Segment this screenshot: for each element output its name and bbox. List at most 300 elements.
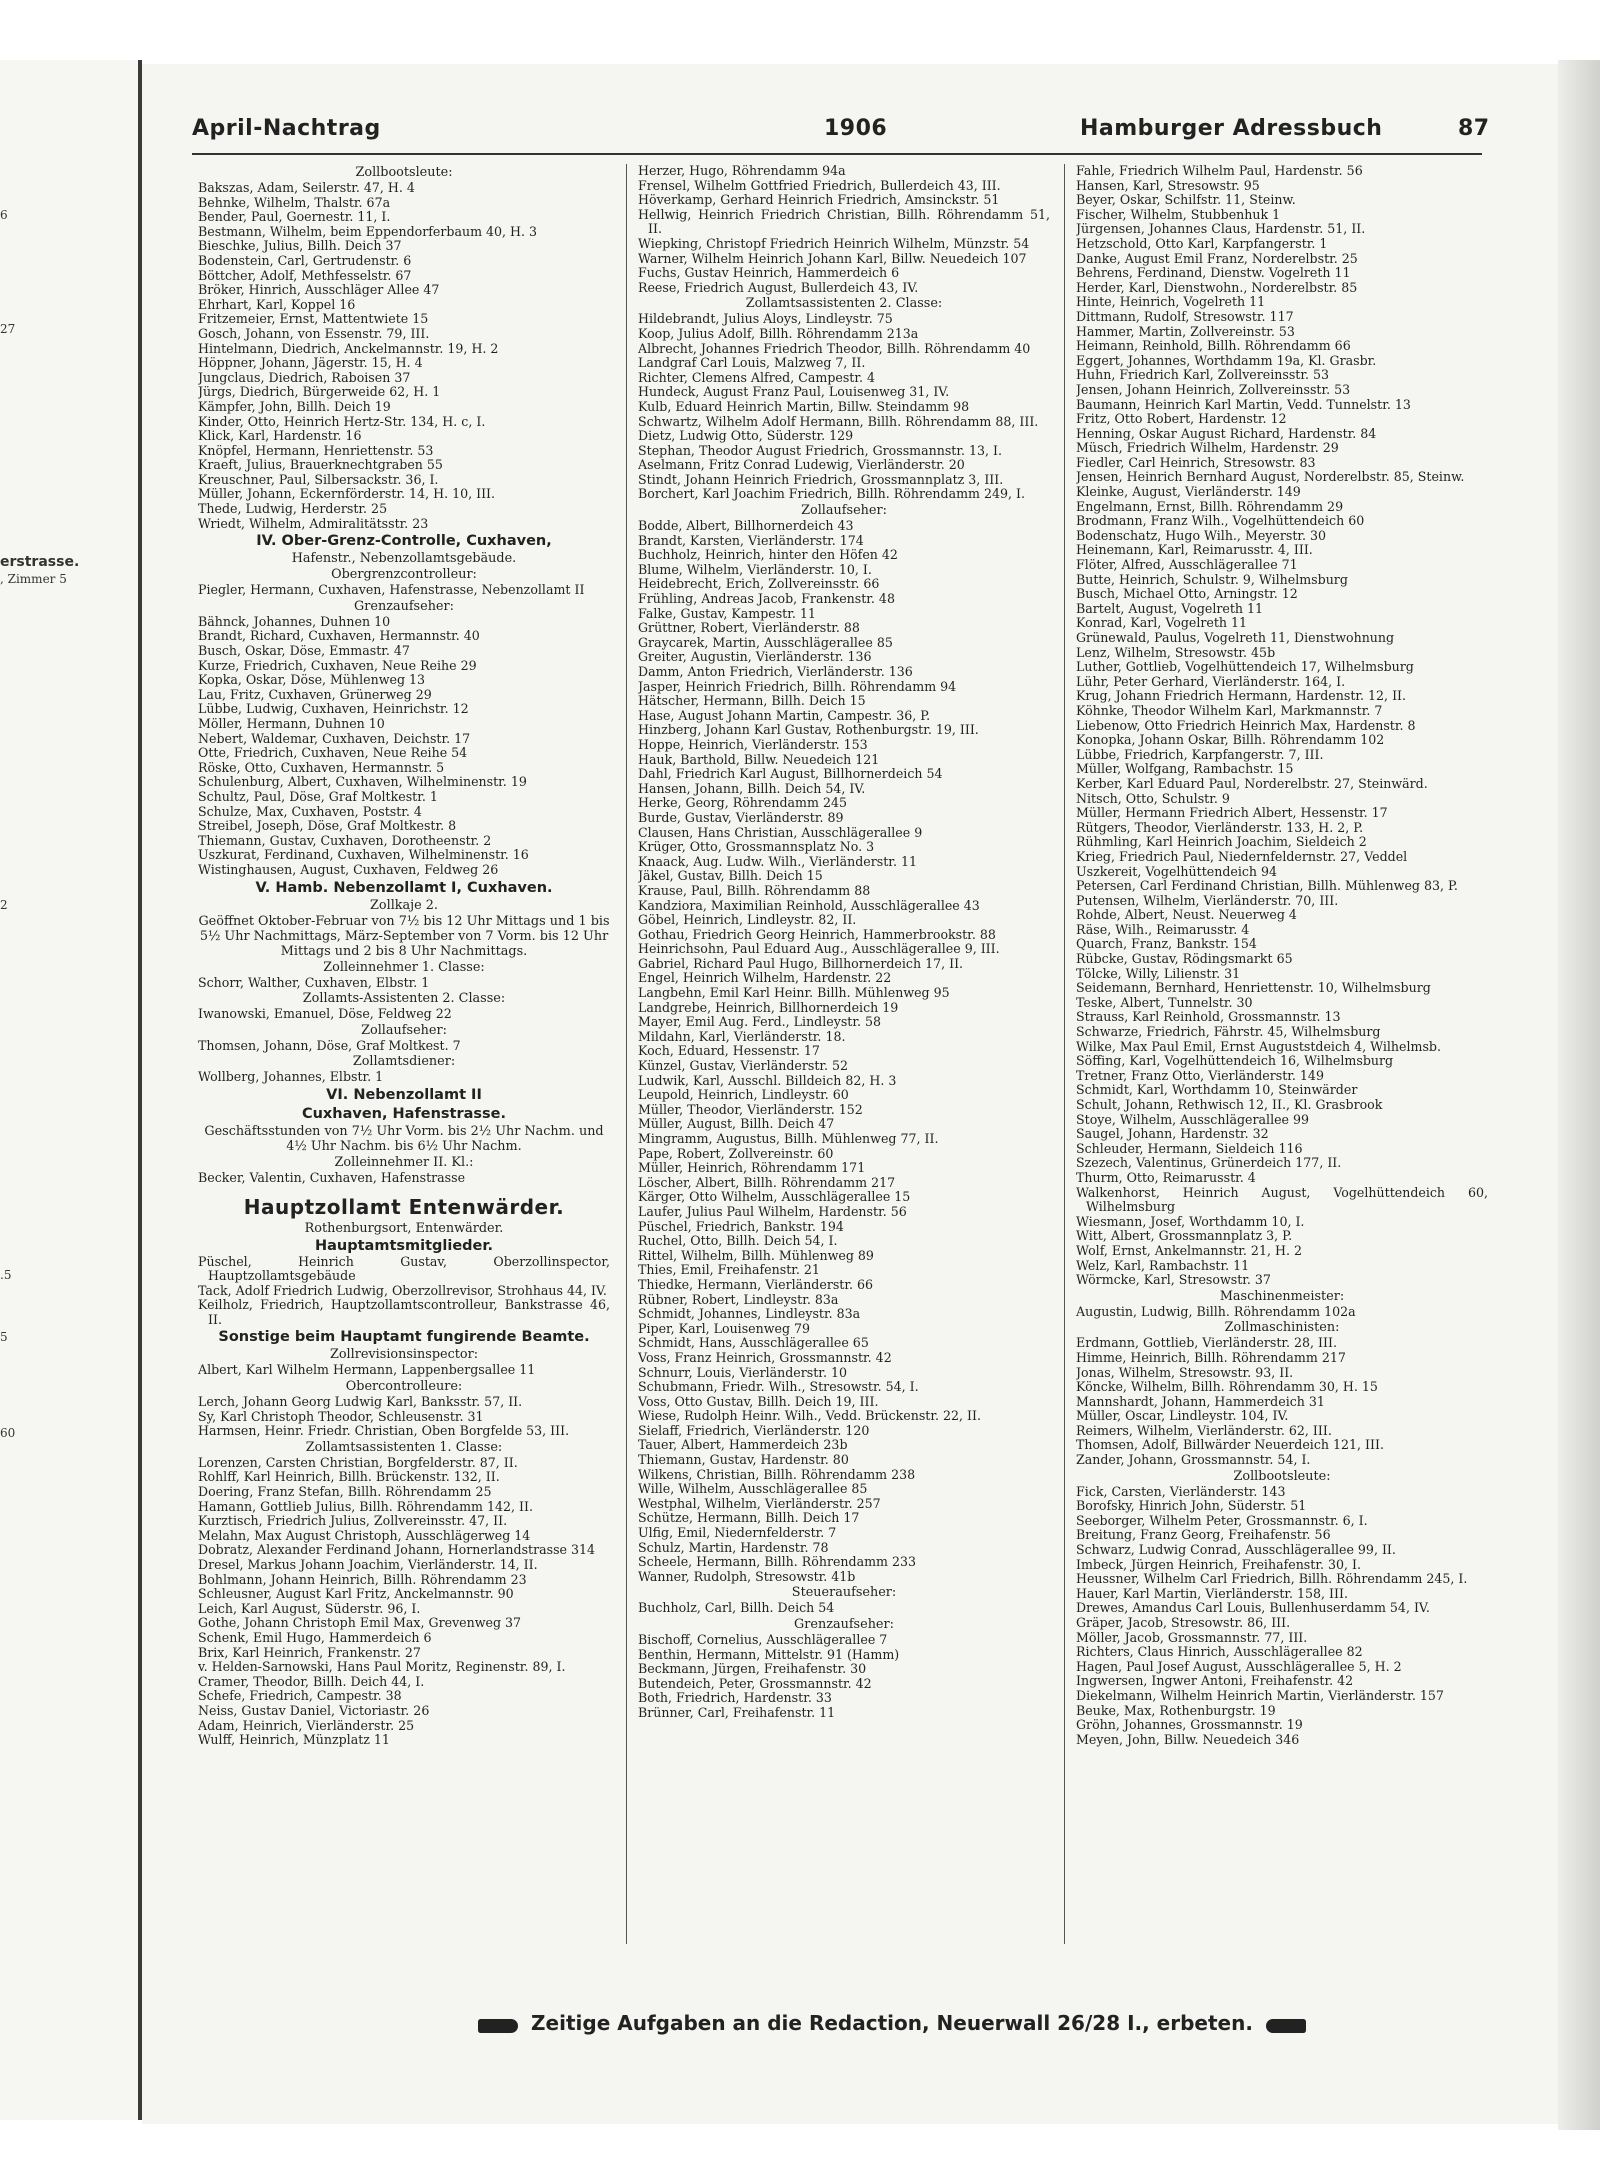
directory-entry: Lübbe, Ludwig, Cuxhaven, Heinrichstr. 12 bbox=[198, 701, 469, 717]
directory-entry: Erdmann, Gottlieb, Vierländerstr. 28, III. bbox=[1076, 1335, 1337, 1351]
directory-entry: Kurze, Friedrich, Cuxhaven, Neue Reihe 29 bbox=[198, 657, 477, 673]
directory-entry: Dobratz, Alexander Ferdinand Johann, Hornerlandstrasse 314 bbox=[198, 1542, 596, 1558]
directory-entry: Buchholz, Carl, Billh. Deich 54 bbox=[638, 1600, 835, 1616]
directory-entry: Löscher, Albert, Billh. Röhrendamm 217 bbox=[638, 1174, 896, 1190]
directory-entry: Schmidt, Johannes, Lindleystr. 83a bbox=[638, 1306, 861, 1322]
section-heading: Cuxhaven, Hafenstrasse. bbox=[301, 1105, 507, 1122]
directory-entry: Möller, Hermann, Duhnen 10 bbox=[198, 716, 385, 731]
directory-entry: Bodenstein, Carl, Gertrudenstr. 6 bbox=[198, 252, 412, 268]
directory-entry: Wolf, Ernst, Ankelmannstr. 21, H. 2 bbox=[1076, 1242, 1302, 1258]
directory-entry: Behnke, Wilhelm, Thalstr. 67a bbox=[198, 194, 391, 210]
directory-entry: Putensen, Wilhelm, Vierländerstr. 70, III. bbox=[1076, 892, 1339, 908]
directory-entry: Meyen, John, Billw. Neuedeich 346 bbox=[1076, 1731, 1300, 1747]
directory-entry: Koch, Eduard, Hessenstr. 17 bbox=[638, 1043, 820, 1059]
directory-entry: Tauer, Albert, Hammerdeich 23b bbox=[638, 1437, 848, 1453]
directory-entry: Beckmann, Jürgen, Freihafenstr. 30 bbox=[638, 1661, 867, 1677]
subsection-heading: Zollrevisionsinspector: bbox=[329, 1347, 479, 1363]
directory-entry: Göbel, Heinrich, Lindleystr. 82, II. bbox=[638, 912, 857, 928]
directory-entry: Voss, Franz Heinrich, Grossmannstr. 42 bbox=[638, 1349, 892, 1365]
pointing-hand-icon bbox=[1266, 2019, 1306, 2033]
directory-entry: Lübbe, Friedrich, Karpfangerstr. 7, III. bbox=[1076, 746, 1324, 762]
subsection-heading: Zollbootsleute: bbox=[355, 165, 453, 180]
directory-entry: Wörmcke, Karl, Stresowstr. 37 bbox=[1076, 1272, 1271, 1288]
directory-entry: Heimann, Reinhold, Billh. Röhrendamm 66 bbox=[1076, 338, 1351, 354]
directory-entry: Cramer, Theodor, Billh. Deich 44, I. bbox=[198, 1673, 425, 1689]
directory-entry: Bestmann, Wilhelm, beim Eppendorferbaum 40, H. 3 bbox=[198, 223, 538, 239]
directory-entry: Bakszas, Adam, Seilerstr. 47, H. 4 bbox=[198, 180, 415, 195]
directory-entry: Höppner, Johann, Jägerstr. 15, H. 4 bbox=[198, 355, 423, 371]
directory-entry: Westphal, Wilhelm, Vierländerstr. 257 bbox=[638, 1495, 881, 1511]
directory-entry: Kämpfer, John, Billh. Deich 19 bbox=[198, 398, 391, 414]
directory-entry: Engel, Heinrich Wilhelm, Hardenstr. 22 bbox=[638, 970, 892, 986]
directory-entry: Luther, Gottlieb, Vogelhüttendeich 17, Wilhelmsburg bbox=[1076, 659, 1414, 675]
directory-entry: Bähnck, Johannes, Duhnen 10 bbox=[198, 613, 391, 629]
directory-entry: Hellwig, Heinrich Friedrich Christian, Billh. Röhrendamm 51, II. bbox=[638, 206, 1050, 237]
directory-entry: Schulenburg, Albert, Cuxhaven, Wilhelminenstr. 19 bbox=[198, 774, 527, 790]
pointing-hand-icon bbox=[478, 2019, 518, 2033]
directory-entry: Strauss, Karl Reinhold, Grossmannstr. 13 bbox=[1076, 1009, 1341, 1025]
directory-entry: Henning, Oskar August Richard, Hardenstr. 84 bbox=[1076, 425, 1377, 441]
subsection-heading: Obercontrolleure: bbox=[345, 1379, 463, 1395]
directory-entry: Krieg, Friedrich Paul, Niedernfeldernstr. 27, Veddel bbox=[1076, 848, 1408, 864]
directory-entry: Graycarek, Martin, Ausschlägerallee 85 bbox=[638, 634, 893, 650]
subsection-heading: Zolleinnehmer II. Kl.: bbox=[334, 1154, 474, 1170]
directory-entry: Stoye, Wilhelm, Ausschlägerallee 99 bbox=[1076, 1111, 1310, 1127]
directory-entry: Ludwik, Karl, Ausschl. Billdeich 82, H. 3 bbox=[638, 1072, 897, 1088]
directory-entry: Hansen, Johann, Billh. Deich 54, IV. bbox=[638, 780, 866, 796]
subsection-heading: Steueraufseher: bbox=[791, 1585, 897, 1601]
directory-entry: Jasper, Heinrich Friedrich, Billh. Röhrendamm 94 bbox=[638, 678, 957, 694]
directory-entry: Benthin, Hermann, Mittelstr. 91 (Hamm) bbox=[638, 1646, 900, 1662]
directory-entry: Müller, Heinrich, Röhrendamm 171 bbox=[638, 1160, 866, 1176]
directory-entry: Kopka, Oskar, Döse, Mühlenweg 13 bbox=[198, 672, 426, 688]
subsection-heading: Zollamtsassistenten 2. Classe: bbox=[745, 296, 943, 312]
directory-entry: Hoppe, Heinrich, Vierländerstr. 153 bbox=[638, 736, 868, 752]
directory-entry: Blume, Wilhelm, Vierländerstr. 10, I. bbox=[638, 561, 872, 577]
directory-entry: Jensen, Johann Heinrich, Zollvereinsstr. 53 bbox=[1076, 381, 1351, 397]
directory-entry: Knaack, Aug. Ludw. Wilh., Vierländerstr. 11 bbox=[638, 853, 917, 869]
directory-entry: Jensen, Heinrich Bernhard August, Norderelbstr. 85, Steinw. bbox=[1076, 469, 1465, 485]
directory-entry: Rittel, Wilhelm, Billh. Mühlenweg 89 bbox=[638, 1247, 874, 1263]
directory-entry: Brandt, Karsten, Vierländerstr. 174 bbox=[638, 532, 864, 548]
directory-entry: Busch, Oskar, Döse, Emmastr. 47 bbox=[198, 643, 410, 659]
directory-entry: Kreuschner, Paul, Silbersackstr. 36, I. bbox=[198, 471, 439, 487]
strip-number: 60 bbox=[0, 1426, 16, 1440]
directory-entry: Piegler, Hermann, Cuxhaven, Hafenstrasse, Nebenzollamt II bbox=[198, 582, 585, 598]
directory-entry: Thiedke, Hermann, Vierländerstr. 66 bbox=[638, 1276, 874, 1292]
header-year: 1906 bbox=[824, 116, 888, 141]
directory-entry: Ulfig, Emil, Niedernfelderstr. 7 bbox=[638, 1525, 837, 1541]
strip-number: 6 bbox=[0, 208, 8, 222]
subsection-heading: Zollamtsdiener: bbox=[352, 1054, 456, 1070]
directory-entry: Mildahn, Karl, Vierländerstr. 18. bbox=[638, 1028, 846, 1044]
directory-entry: Bodde, Albert, Billhornerdeich 43 bbox=[638, 518, 854, 534]
section-heading: V. Hamb. Nebenzollamt I, Cuxhaven. bbox=[255, 879, 553, 896]
directory-entry: Wiepking, Christopf Friedrich Heinrich Wilhelm, Münzstr. 54 bbox=[638, 235, 1030, 251]
directory-entry: Jäkel, Gustav, Billh. Deich 15 bbox=[638, 868, 823, 884]
directory-entry: Heidebrecht, Erich, Zollvereinsstr. 66 bbox=[638, 576, 880, 592]
directory-entry: Schütze, Hermann, Billh. Deich 17 bbox=[638, 1510, 860, 1526]
directory-entry: Tretner, Franz Otto, Vierländerstr. 149 bbox=[1076, 1067, 1324, 1083]
directory-entry: Sielaff, Friedrich, Vierländerstr. 120 bbox=[638, 1422, 870, 1438]
directory-entry: Albert, Karl Wilhelm Hermann, Lappenbergsallee 11 bbox=[198, 1362, 536, 1378]
directory-entry: Bischoff, Cornelius, Ausschlägerallee 7 bbox=[638, 1632, 888, 1647]
directory-entry: Falke, Gustav, Kampestr. 11 bbox=[638, 605, 816, 621]
directory-entry: Baumann, Heinrich Karl Martin, Vedd. Tunnelstr. 13 bbox=[1076, 396, 1411, 412]
directory-entry: Hildebrandt, Julius Aloys, Lindleystr. 75 bbox=[638, 311, 893, 327]
directory-entry: Keilholz, Friedrich, Hauptzollamtscontrolleur, Bankstrasse 46, II. bbox=[198, 1297, 610, 1327]
directory-entry: Kerber, Karl Eduard Paul, Norderelbstr. 27, Steinwärd. bbox=[1076, 775, 1428, 791]
directory-entry: Fritzemeier, Ernst, Mattentwiete 15 bbox=[198, 311, 429, 327]
directory-entry: Butendeich, Peter, Grossmannstr. 42 bbox=[638, 1675, 872, 1691]
directory-entry: Schwarze, Friedrich, Fährstr. 45, Wilhelmsburg bbox=[1076, 1024, 1381, 1040]
directory-entry: Seidemann, Bernhard, Henriettenstr. 10, Wilhelmsburg bbox=[1076, 980, 1431, 996]
directory-entry: Richter, Clemens Alfred, Campestr. 4 bbox=[638, 369, 876, 385]
directory-entry: Kurztisch, Friedrich Julius, Zollvereinsstr. 47, II. bbox=[198, 1513, 508, 1529]
directory-entry: Lerch, Johann Georg Ludwig Karl, Banksstr. 57, II. bbox=[198, 1394, 523, 1410]
directory-entry: Beuke, Max, Rothenburgstr. 19 bbox=[1076, 1702, 1276, 1718]
directory-entry: Kleinke, August, Vierländerstr. 149 bbox=[1076, 484, 1301, 500]
directory-entry: Dittmann, Rudolf, Stresowstr. 117 bbox=[1076, 308, 1294, 324]
directory-entry: Szezech, Valentinus, Grünerdeich 177, II. bbox=[1076, 1155, 1342, 1171]
directory-entry: Landgraf Carl Louis, Malzweg 7, II. bbox=[638, 355, 866, 371]
column-divider bbox=[626, 164, 627, 1944]
subsection-heading: Grenzaufseher: bbox=[794, 1617, 894, 1632]
directory-entry: Otte, Friedrich, Cuxhaven, Neue Reihe 54 bbox=[198, 745, 468, 761]
directory-entry: Wiese, Rudolph Heinr. Wilh., Vedd. Brückenstr. 22, II. bbox=[638, 1408, 981, 1424]
directory-entry: Dietz, Ludwig Otto, Süderstr. 129 bbox=[638, 428, 854, 444]
directory-entry: Konopka, Johann Oskar, Billh. Röhrendamm 102 bbox=[1076, 732, 1385, 748]
directory-entry: Höverkamp, Gerhard Heinrich Friedrich, Amsinckstr. 51 bbox=[638, 192, 1000, 208]
strip-number: 27 bbox=[0, 322, 16, 336]
directory-entry: v. Helden-Sarnowski, Hans Paul Moritz, Reginenstr. 89, I. bbox=[198, 1659, 566, 1675]
directory-entry: Koop, Julius Adolf, Billh. Röhrendamm 213a bbox=[638, 325, 919, 341]
directory-entry: Greiter, Augustin, Vierländerstr. 136 bbox=[638, 649, 872, 665]
directory-entry: Ruchel, Otto, Billh. Deich 54, I. bbox=[638, 1233, 838, 1249]
directory-entry: Fick, Carsten, Vierländerstr. 143 bbox=[1076, 1483, 1286, 1499]
strip-number: 2 bbox=[0, 898, 8, 912]
subsection-heading: Zollmaschinisten: bbox=[1224, 1320, 1340, 1336]
directory-entry: Tölcke, Willy, Lilienstr. 31 bbox=[1076, 965, 1241, 981]
directory-entry: Köncke, Wilhelm, Billh. Röhrendamm 30, H. 15 bbox=[1076, 1379, 1378, 1395]
directory-entry: Brandt, Richard, Cuxhaven, Hermannstr. 40 bbox=[198, 628, 480, 644]
column-1 bbox=[198, 164, 610, 1984]
directory-entry: Herzer, Hugo, Röhrendamm 94a bbox=[638, 164, 846, 178]
directory-entry: Witt, Albert, Grossmannplatz 3, P. bbox=[1076, 1228, 1293, 1244]
directory-entry: Thomsen, Johann, Döse, Graf Moltkest. 7 bbox=[198, 1037, 461, 1053]
directory-entry: Flöter, Alfred, Ausschlägerallee 71 bbox=[1076, 557, 1298, 573]
directory-entry: Müller, Johann, Eckernförderstr. 14, H. 10, III. bbox=[198, 486, 496, 502]
directory-entry: Uszkereit, Vogelhüttendeich 94 bbox=[1076, 863, 1278, 879]
strip-text-2: , Zimmer 5 bbox=[0, 572, 67, 586]
directory-entry: Uszkurat, Ferdinand, Cuxhaven, Wilhelminenstr. 16 bbox=[198, 847, 529, 863]
directory-entry: Lau, Fritz, Cuxhaven, Grünerweg 29 bbox=[198, 686, 432, 702]
directory-entry: Wanner, Rudolph, Stresowstr. 41b bbox=[638, 1568, 856, 1584]
directory-entry: Rohde, Albert, Neust. Neuerweg 4 bbox=[1076, 907, 1297, 923]
directory-entry: Fuchs, Gustav Heinrich, Hammerdeich 6 bbox=[638, 265, 900, 281]
directory-entry: Drewes, Amandus Carl Louis, Bullenhuserdamm 54, IV. bbox=[1076, 1600, 1430, 1616]
directory-entry: Wistinghausen, August, Cuxhaven, Feldweg 26 bbox=[198, 861, 499, 877]
page-footer bbox=[392, 2011, 1392, 2041]
directory-entry: Hinzberg, Johann Karl Gustav, Rothenburgstr. 19, III. bbox=[638, 722, 979, 738]
directory-entry: Müsch, Friedrich Wilhelm, Hardenstr. 29 bbox=[1076, 440, 1339, 456]
directory-entry: Dresel, Markus Johann Joachim, Vierländerstr. 14, II. bbox=[198, 1557, 538, 1572]
directory-entry: Gothau, Friedrich Georg Heinrich, Hammerbrookstr. 88 bbox=[638, 926, 996, 942]
directory-entry: Thomsen, Adolf, Billwärder Neuerdeich 121, III. bbox=[1076, 1437, 1384, 1453]
directory-entry: Herke, Georg, Röhrendamm 245 bbox=[638, 795, 847, 811]
directory-entry: Richters, Claus Hinrich, Ausschlägerallee 82 bbox=[1076, 1644, 1363, 1660]
directory-entry: Gosch, Johann, von Essenstr. 79, III. bbox=[198, 325, 430, 341]
directory-entry: Müller, Oscar, Lindleystr. 104, IV. bbox=[1076, 1408, 1289, 1424]
directory-entry: Püschel, Heinrich Gustav, Oberzollinspector, Hauptzollamtsgebäude bbox=[198, 1253, 610, 1284]
adjacent-page-strip bbox=[0, 60, 142, 2120]
directory-entry: Thurm, Otto, Reimarusstr. 4 bbox=[1076, 1169, 1256, 1185]
directory-entry: Hagen, Paul Josef August, Ausschlägerallee 5, H. 2 bbox=[1076, 1658, 1402, 1674]
directory-entry: Hundeck, August Franz Paul, Louisenweg 31, IV. bbox=[638, 384, 950, 400]
directory-entry: Streibel, Joseph, Döse, Graf Moltkestr. 8 bbox=[198, 818, 457, 834]
directory-entry: Hintelmann, Diedrich, Anckelmannstr. 19, H. 2 bbox=[198, 340, 499, 356]
directory-entry: Bender, Paul, Goernestr. 11, I. bbox=[198, 209, 391, 225]
directory-entry: Albrecht, Johannes Friedrich Theodor, Billh. Röhrendamm 40 bbox=[638, 340, 1031, 356]
directory-entry: Seeborger, Wilhelm Peter, Grossmannstr. 6, I. bbox=[1076, 1512, 1368, 1528]
directory-entry: Neiss, Gustav Daniel, Victoriastr. 26 bbox=[198, 1702, 430, 1718]
document-page bbox=[142, 64, 1586, 2124]
directory-entry: Heinrichsohn, Paul Eduard Aug., Ausschlägerallee 9, III. bbox=[638, 941, 1000, 957]
directory-entry: Wriedt, Wilhelm, Admiralitätsstr. 23 bbox=[198, 515, 429, 531]
directory-entry: Reese, Friedrich August, Bullerdeich 43, IV. bbox=[638, 279, 919, 295]
directory-entry: Wilkens, Christian, Billh. Röhrendamm 238 bbox=[638, 1466, 916, 1482]
directory-entry: Rütgers, Theodor, Vierländerstr. 133, H. 2, P. bbox=[1076, 819, 1364, 835]
directory-entry: Brix, Karl Heinrich, Frankenstr. 27 bbox=[198, 1644, 421, 1660]
right-margin bbox=[1558, 60, 1600, 2130]
directory-entry: Laufer, Julius Paul Wilhelm, Hardenstr. 56 bbox=[638, 1203, 907, 1219]
directory-entry: Welz, Karl, Rambachstr. 11 bbox=[1076, 1257, 1250, 1273]
directory-entry: Thiemann, Gustav, Cuxhaven, Dorotheenstr. 2 bbox=[198, 832, 492, 848]
directory-entry: Hetzschold, Otto Karl, Karpfangerstr. 1 bbox=[1076, 235, 1328, 251]
directory-entry: Butte, Heinrich, Schulstr. 9, Wilhelmsburg bbox=[1076, 571, 1348, 587]
column-3 bbox=[1076, 164, 1488, 1984]
directory-entry: Quarch, Franz, Bankstr. 154 bbox=[1076, 936, 1257, 952]
subsection-heading: Zollamtsassistenten 1. Classe: bbox=[305, 1439, 503, 1455]
section-heading: VI. Nebenzollamt II bbox=[326, 1086, 482, 1103]
directory-entry: Diekelmann, Wilhelm Heinrich Martin, Vierländerstr. 157 bbox=[1076, 1687, 1444, 1703]
directory-entry: Fischer, Wilhelm, Stubbenhuk 1 bbox=[1076, 206, 1281, 222]
directory-entry: Stindt, Johann Heinrich Friedrich, Grossmannplatz 3, III. bbox=[638, 471, 1004, 487]
directory-entry: Wilke, Max Paul Emil, Ernst Auguststdeich 4, Wilhelmsb. bbox=[1076, 1038, 1441, 1054]
directory-entry: Thies, Emil, Freihafenstr. 21 bbox=[638, 1262, 820, 1278]
directory-entry: Zander, Johann, Grossmannstr. 54, I. bbox=[1076, 1452, 1311, 1468]
directory-entry: Borchert, Karl Joachim Friedrich, Billh. Röhrendamm 249, I. bbox=[638, 486, 1026, 502]
directory-entry: Schulze, Max, Cuxhaven, Poststr. 4 bbox=[198, 803, 422, 819]
directory-entry: Rühmling, Karl Heinrich Joachim, Sieldeich 2 bbox=[1076, 834, 1367, 850]
directory-entry: Danke, August Emil Franz, Norderelbstr. 25 bbox=[1076, 250, 1358, 266]
directory-entry: Hauk, Barthold, Billw. Neuedeich 121 bbox=[638, 751, 880, 767]
strip-number: 5 bbox=[0, 1330, 8, 1344]
directory-entry: Schenk, Emil Hugo, Hammerdeich 6 bbox=[198, 1629, 432, 1645]
directory-entry: Schult, Johann, Rethwisch 12, II., Kl. Grasbrook bbox=[1076, 1097, 1383, 1112]
directory-entry: Schubmann, Friedr. Wilh., Stresowstr. 54, I. bbox=[638, 1379, 919, 1395]
directory-entry: Scheele, Hermann, Billh. Röhrendamm 233 bbox=[638, 1554, 917, 1570]
directory-entry: Both, Friedrich, Hardenstr. 33 bbox=[638, 1690, 832, 1706]
section-heading: IV. Ober-Grenz-Controlle, Cuxhaven, bbox=[256, 533, 552, 550]
directory-entry: Eggert, Johannes, Worthdamm 19a, Kl. Grasbr. bbox=[1076, 352, 1377, 368]
subsection-heading: Zollaufseher: bbox=[361, 1022, 447, 1038]
directory-entry: Wulff, Heinrich, Münzplatz 11 bbox=[198, 1732, 390, 1748]
directory-entry: Aselmann, Fritz Conrad Ludewig, Vierländerstr. 20 bbox=[638, 457, 965, 473]
directory-entry: Tack, Adolf Friedrich Ludwig, Oberzollrevisor, Strohhaus 44, IV. bbox=[198, 1282, 607, 1298]
directory-entry: Brodmann, Franz Wilh., Vogelhüttendeich 60 bbox=[1076, 513, 1365, 529]
directory-entry: Fiedler, Carl Heinrich, Stresowstr. 83 bbox=[1076, 454, 1316, 470]
directory-entry: Saugel, Johann, Hardenstr. 32 bbox=[1076, 1126, 1269, 1142]
directory-entry: Konrad, Karl, Vogelreth 11 bbox=[1076, 615, 1248, 631]
directory-entry: Rohlff, Karl Heinrich, Billh. Brückenstr. 132, II. bbox=[198, 1469, 500, 1485]
footer-notice: Zeitige Aufgaben an die Redaction, Neuerwall 26/28 I., erbeten. bbox=[531, 2011, 1253, 2035]
directory-entry: Püschel, Friedrich, Bankstr. 194 bbox=[638, 1218, 844, 1234]
directory-entry: Söffing, Karl, Vogelhüttendeich 16, Wilhelmsburg bbox=[1076, 1053, 1394, 1069]
directory-entry: Stephan, Theodor August Friedrich, Grossmannstr. 13, I. bbox=[638, 442, 1003, 458]
header-rule bbox=[192, 153, 1482, 155]
directory-entry: Müller, Wolfgang, Rambachstr. 15 bbox=[1076, 761, 1294, 777]
directory-entry: Doering, Franz Stefan, Billh. Röhrendamm 25 bbox=[198, 1484, 492, 1500]
section-heading: Hauptamtsmitglieder. bbox=[315, 1237, 493, 1254]
subsection-heading: Hafenstr., Nebenzollamtsgebäude. bbox=[291, 551, 517, 567]
subsection-heading: Zollaufseher: bbox=[801, 503, 887, 519]
directory-entry: Pape, Robert, Zollvereinstr. 60 bbox=[638, 1145, 834, 1161]
directory-entry: Schulz, Martin, Hardenstr. 78 bbox=[638, 1539, 829, 1555]
directory-entry: Teske, Albert, Tunnelstr. 30 bbox=[1076, 994, 1253, 1010]
directory-entry: Lenz, Wilhelm, Stresowstr. 45b bbox=[1076, 644, 1276, 660]
directory-entry: Breitung, Franz Georg, Freihafenstr. 56 bbox=[1076, 1527, 1331, 1543]
directory-entry: Hätscher, Hermann, Billh. Deich 15 bbox=[638, 693, 866, 709]
directory-entry: Buchholz, Heinrich, hinter den Höfen 42 bbox=[638, 547, 898, 563]
directory-entry: Hase, August Johann Martin, Campestr. 36, P. bbox=[638, 707, 931, 723]
directory-entry: Schmidt, Karl, Worthdamm 10, Steinwärder bbox=[1076, 1082, 1358, 1098]
directory-entry: Sy, Karl Christoph Theodor, Schleusenstr. 31 bbox=[198, 1408, 484, 1424]
directory-entry: Müller, August, Billh. Deich 47 bbox=[638, 1116, 835, 1132]
directory-entry: Augustin, Ludwig, Billh. Röhrendamm 102a bbox=[1076, 1303, 1356, 1319]
subsection-heading: Maschinenmeister: bbox=[1219, 1288, 1345, 1304]
directory-entry: Schwarz, Ludwig Conrad, Ausschlägerallee 99, II. bbox=[1076, 1542, 1396, 1558]
directory-entry: Rübcke, Gustav, Rödingsmarkt 65 bbox=[1076, 951, 1293, 967]
directory-entry: Hammer, Martin, Zollvereinstr. 53 bbox=[1076, 323, 1295, 339]
directory-entry: Schultz, Paul, Döse, Graf Moltkestr. 1 bbox=[198, 788, 438, 804]
directory-entry: Rübner, Robert, Lindleystr. 83a bbox=[638, 1291, 839, 1307]
directory-entry: Leich, Karl August, Süderstr. 96, I. bbox=[198, 1600, 421, 1616]
directory-entry: Borofsky, Hinrich John, Süderstr. 51 bbox=[1076, 1498, 1307, 1514]
directory-entry: Himme, Heinrich, Billh. Röhrendamm 217 bbox=[1076, 1349, 1346, 1365]
directory-entry: Schefe, Friedrich, Campestr. 38 bbox=[198, 1688, 402, 1704]
directory-entry: Iwanowski, Emanuel, Döse, Feldweg 22 bbox=[198, 1006, 452, 1022]
directory-entry: Jürgensen, Johannes Claus, Hardenstr. 51, II. bbox=[1076, 221, 1366, 237]
directory-entry: Hauer, Karl Martin, Vierländerstr. 158, III. bbox=[1076, 1585, 1348, 1601]
directory-entry: Kinder, Otto, Heinrich Hertz-Str. 134, H. c, I. bbox=[198, 413, 486, 429]
directory-entry: Ehrhart, Karl, Koppel 16 bbox=[198, 296, 356, 312]
directory-entry: Krüger, Otto, Grossmannsplatz No. 3 bbox=[638, 839, 875, 855]
directory-entry: Landgrebe, Heinrich, Billhornerdeich 19 bbox=[638, 999, 899, 1015]
directory-entry: Nebert, Waldemar, Cuxhaven, Deichstr. 17 bbox=[198, 730, 471, 746]
directory-entry: Knöpfel, Hermann, Henriettenstr. 53 bbox=[198, 442, 434, 458]
directory-entry: Bieschke, Julius, Billh. Deich 37 bbox=[198, 238, 402, 254]
directory-entry: Voss, Otto Gustav, Billh. Deich 19, III. bbox=[638, 1393, 879, 1409]
directory-entry: Mannshardt, Johann, Hammerdeich 31 bbox=[1076, 1393, 1325, 1409]
directory-entry: Böttcher, Adolf, Methfesselstr. 67 bbox=[198, 267, 412, 283]
directory-entry: Müller, Hermann Friedrich Albert, Hessenstr. 17 bbox=[1076, 805, 1388, 821]
directory-columns bbox=[198, 164, 1488, 1984]
directory-entry: Lühr, Peter Gerhard, Vierländerstr. 164, I. bbox=[1076, 673, 1346, 689]
directory-entry: Fritz, Otto Robert, Hardenstr. 12 bbox=[1076, 411, 1287, 427]
directory-entry: Adam, Heinrich, Vierländerstr. 25 bbox=[198, 1717, 415, 1733]
directory-entry: Behrens, Ferdinand, Dienstw. Vogelreth 11 bbox=[1076, 265, 1351, 281]
directory-entry: Langbehn, Emil Karl Heinr. Billh. Mühlenweg 95 bbox=[638, 985, 950, 1001]
directory-entry: Petersen, Carl Ferdinand Christian, Billh. Mühlenweg 83, P. bbox=[1076, 878, 1458, 894]
directory-entry: Räse, Wilh., Reimarusstr. 4 bbox=[1076, 921, 1250, 937]
directory-entry: Becker, Valentin, Cuxhaven, Hafenstrasse bbox=[198, 1169, 466, 1185]
directory-entry: Gröhn, Johannes, Grossmannstr. 19 bbox=[1076, 1717, 1303, 1733]
directory-entry: Ingwersen, Ingwer Antoni, Freihafenstr. 42 bbox=[1076, 1673, 1354, 1689]
directory-entry: Lorenzen, Carsten Christian, Borgfelderstr. 87, II. bbox=[198, 1454, 518, 1470]
directory-entry: Bohlmann, Johann Heinrich, Billh. Röhrendamm 23 bbox=[198, 1571, 527, 1587]
directory-entry: Schwartz, Wilhelm Adolf Hermann, Billh. Röhrendamm 88, III. bbox=[638, 413, 1039, 429]
directory-entry: Reimers, Wilhelm, Vierländerstr. 62, III. bbox=[1076, 1422, 1332, 1438]
directory-entry: Kulb, Eduard Heinrich Martin, Billw. Steindamm 98 bbox=[638, 398, 970, 414]
subsection-heading: Geöffnet Oktober-Februar von 7½ bis 12 Uhr Mittags und 1 bis 5½ Uhr Nachmittags, März-September von 7 Vorm. bis 12 Uhr Mittags und 2 bis 8 Uhr Nachmittags. bbox=[198, 913, 610, 959]
directory-entry: Künzel, Gustav, Vierländerstr. 52 bbox=[638, 1058, 849, 1074]
directory-entry: Clausen, Hans Christian, Ausschlägerallee 9 bbox=[638, 824, 923, 840]
directory-entry: Schleuder, Hermann, Sieldeich 116 bbox=[1076, 1140, 1303, 1156]
directory-entry: Gabriel, Richard Paul Hugo, Billhornerdeich 17, II. bbox=[638, 955, 964, 971]
directory-entry: Bodenschatz, Hugo Wilh., Meyerstr. 30 bbox=[1076, 527, 1327, 543]
directory-entry: Müller, Theodor, Vierländerstr. 152 bbox=[638, 1101, 863, 1117]
directory-entry: Schmidt, Hans, Ausschlägerallee 65 bbox=[638, 1335, 869, 1351]
directory-entry: Jungclaus, Diedrich, Raboisen 37 bbox=[198, 369, 411, 385]
directory-entry: Schnurr, Louis, Vierländerstr. 10 bbox=[638, 1364, 847, 1380]
subsection-heading: Grenzaufseher: bbox=[354, 598, 454, 614]
subsection-heading: Zollamts-Assistenten 2. Classe: bbox=[302, 991, 506, 1007]
directory-entry: Beyer, Oskar, Schilfstr. 11, Steinw. bbox=[1076, 192, 1296, 208]
directory-entry: Schleusner, August Karl Fritz, Anckelmannstr. 90 bbox=[198, 1586, 514, 1602]
directory-entry: Mingramm, Augustus, Billh. Mühlenweg 77, II. bbox=[638, 1131, 939, 1146]
directory-entry: Hamann, Gottlieb Julius, Billh. Röhrendamm 142, II. bbox=[198, 1498, 533, 1514]
header-supplement-label: April-Nachtrag bbox=[192, 116, 381, 141]
directory-entry: Gothe, Johann Christoph Emil Max, Grevenweg 37 bbox=[198, 1615, 522, 1631]
directory-entry: Walkenhorst, Heinrich August, Vogelhüttendeich 60, Wilhelmsburg bbox=[1076, 1184, 1488, 1215]
subsection-heading: Zolleinnehmer 1. Classe: bbox=[323, 959, 485, 975]
directory-entry: Hansen, Karl, Stresowstr. 95 bbox=[1076, 177, 1260, 193]
page-header bbox=[192, 116, 1592, 152]
directory-entry: Möller, Jacob, Grossmannstr. 77, III. bbox=[1076, 1629, 1308, 1645]
directory-entry: Heinemann, Karl, Reimarusstr. 4, III. bbox=[1076, 542, 1313, 558]
header-page-number: 87 bbox=[1458, 116, 1490, 141]
strip-text-1: erstrasse. bbox=[0, 554, 80, 570]
directory-entry: Klick, Karl, Hardenstr. 16 bbox=[198, 428, 362, 444]
directory-entry: Thede, Ludwig, Herderstr. 25 bbox=[198, 501, 388, 517]
directory-entry: Grüttner, Robert, Vierländerstr. 88 bbox=[638, 620, 860, 636]
directory-entry: Gräper, Jacob, Stresowstr. 86, III. bbox=[1076, 1615, 1291, 1630]
directory-entry: Mayer, Emil Aug. Ferd., Lindleystr. 58 bbox=[638, 1014, 882, 1030]
directory-entry: Damm, Anton Friedrich, Vierländerstr. 136 bbox=[638, 664, 913, 679]
directory-entry: Hinte, Heinrich, Vogelreth 11 bbox=[1076, 294, 1266, 310]
directory-entry: Kandziora, Maximilian Reinhold, Ausschlägerallee 43 bbox=[638, 897, 980, 913]
directory-entry: Frensel, Wilhelm Gottfried Friedrich, Bullerdeich 43, III. bbox=[638, 177, 1001, 193]
subsection-heading: Rothenburgsort, Entenwärder. bbox=[304, 1220, 504, 1236]
directory-entry: Burde, Gustav, Vierländerstr. 89 bbox=[638, 809, 844, 825]
directory-entry: Krause, Paul, Billh. Röhrendamm 88 bbox=[638, 882, 871, 898]
directory-entry: Warner, Wilhelm Heinrich Johann Karl, Billw. Neuedeich 107 bbox=[638, 250, 1027, 266]
directory-entry: Nitsch, Otto, Schulstr. 9 bbox=[1076, 790, 1230, 806]
section-heading: Sonstige beim Hauptamt fungirende Beamte. bbox=[218, 1329, 590, 1346]
subsection-heading: Geschäftsstunden von 7½ Uhr Vorm. bis 2½ Uhr Nachm. und 4½ Uhr Nachm. bis 6½ Uhr Nachm. bbox=[204, 1123, 604, 1154]
column-divider bbox=[1064, 164, 1065, 1944]
